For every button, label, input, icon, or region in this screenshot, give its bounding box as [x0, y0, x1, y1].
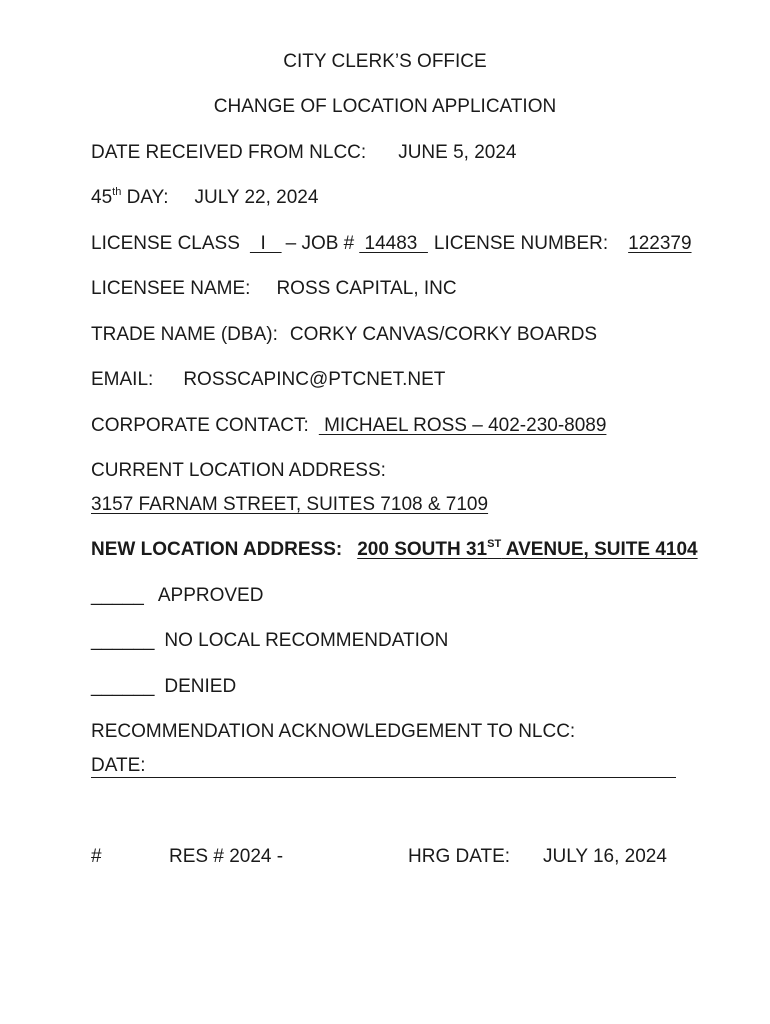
trade-name-value: CORKY CANVAS/CORKY BOARDS: [289, 324, 598, 345]
new-location-address-pre: 200 SOUTH 31: [357, 539, 488, 560]
email-label: EMAIL:: [91, 369, 154, 390]
job-label: – JOB #: [285, 233, 355, 254]
licensee-value: ROSS CAPITAL, INC: [276, 278, 457, 299]
new-location-value: [357, 539, 697, 560]
job-value: 14483: [359, 233, 428, 254]
date-received-label: DATE RECEIVED FROM NLCC:: [91, 142, 367, 163]
license-class-label: LICENSE CLASS: [91, 233, 240, 254]
current-location-label: CURRENT LOCATION ADDRESS:: [91, 460, 386, 481]
new-location-label: NEW LOCATION ADDRESS:: [91, 539, 343, 560]
trade-name-row: [91, 323, 597, 347]
new-location-row: [91, 538, 698, 562]
day45-suffix: th: [112, 186, 122, 198]
hearing-date-label: HRG DATE:: [408, 846, 511, 867]
option-denied: [91, 675, 236, 699]
approved-label: APPROVED: [157, 585, 264, 606]
day45-row: [91, 186, 318, 210]
licensee-label: LICENSEE NAME:: [91, 278, 251, 299]
day45-value: JULY 22, 2024: [194, 187, 319, 208]
license-number-value: 122379: [628, 233, 692, 254]
resolution-number: RES # 2024 -: [169, 846, 284, 867]
current-location-address: 3157 FARNAM STREET, SUITES 7108 & 7109: [91, 494, 489, 515]
date-received-row: [91, 141, 516, 165]
denied-label: DENIED: [164, 676, 237, 697]
acknowledgement-date-label: DATE:: [91, 755, 146, 776]
footer-hash: #: [91, 846, 102, 867]
denied-blank[interactable]: ______: [91, 676, 155, 697]
day45-label: DAY:: [121, 187, 169, 208]
form-title: CHANGE OF LOCATION APPLICATION: [213, 96, 557, 117]
contact-label: CORPORATE CONTACT:: [91, 415, 309, 436]
current-location-value: [91, 493, 488, 517]
office-heading: CITY CLERK’S OFFICE: [283, 51, 487, 72]
license-row: [91, 232, 692, 256]
option-approved: [91, 584, 263, 608]
license-number-label: LICENSE NUMBER:: [433, 233, 609, 254]
trade-name-label: TRADE NAME (DBA):: [91, 324, 278, 345]
contact-value: MICHAEL ROSS – 402-230-8089: [318, 415, 607, 436]
date-received-value: JUNE 5, 2024: [398, 142, 517, 163]
approved-blank[interactable]: _____: [91, 585, 144, 606]
email-value: ROSSCAPINC@PTCNET.NET: [183, 369, 446, 390]
new-location-address-post: AVENUE, SUITE 4104: [501, 539, 698, 560]
no-local-blank[interactable]: ______: [91, 630, 155, 651]
day45-number: 45: [91, 187, 113, 208]
licensee-row: [91, 277, 457, 301]
email-row: [91, 368, 445, 392]
option-no-local: [91, 629, 448, 653]
acknowledgement-label: RECOMMENDATION ACKNOWLEDGEMENT TO NLCC:: [91, 721, 576, 742]
contact-row: [91, 414, 606, 438]
hearing-date-value: JULY 16, 2024: [543, 846, 667, 867]
acknowledgement-date-line[interactable]: [91, 755, 676, 778]
license-class-value: I: [249, 233, 282, 254]
new-location-suffix: ST: [487, 538, 502, 550]
no-local-label: NO LOCAL RECOMMENDATION: [164, 630, 449, 651]
